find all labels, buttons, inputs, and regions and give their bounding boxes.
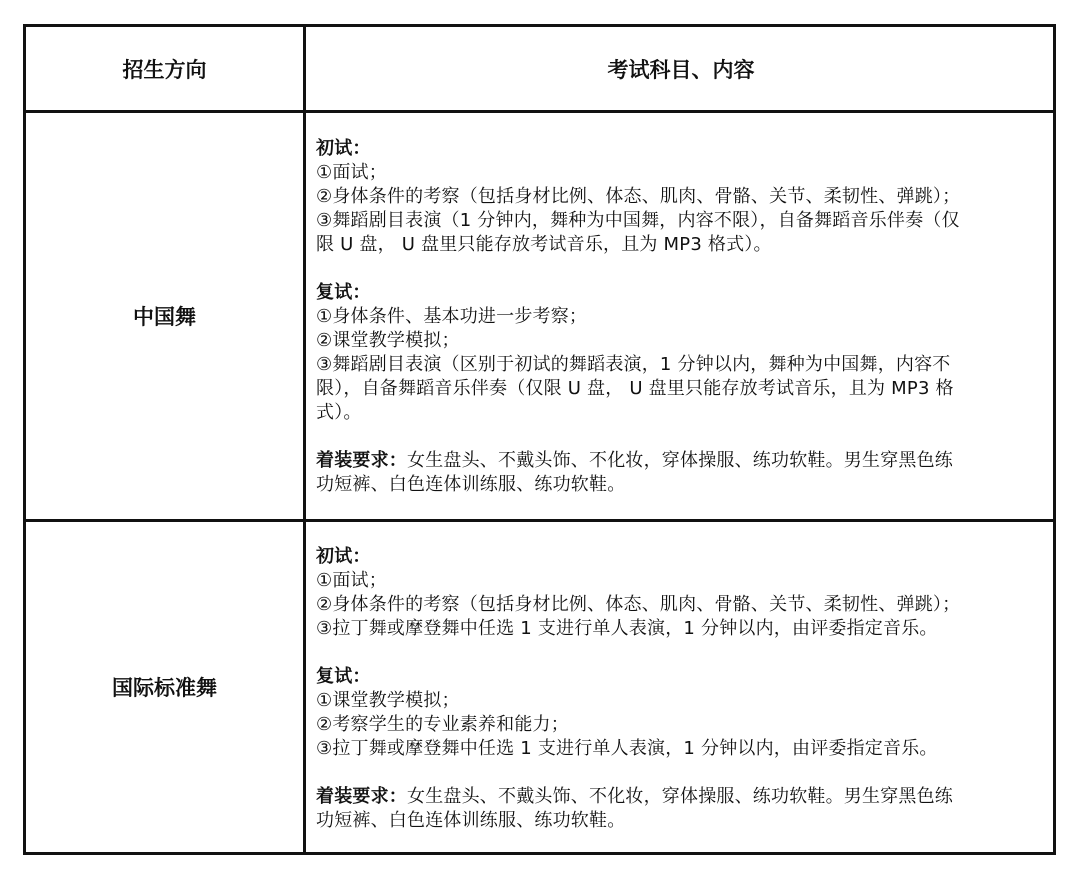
- dress-label: 着装要求：: [316, 450, 407, 471]
- header-exam-content: 考试科目、内容: [607, 57, 755, 82]
- direction-ballroom-dance: 国际标准舞: [112, 676, 217, 700]
- direction-chinese-dance: 中国舞: [133, 305, 196, 329]
- second-exam-item: 限），自备舞蹈音乐伴奏（仅限 U 盘， U 盘里只能存放考试音乐，且为 MP3 格: [316, 378, 954, 399]
- first-exam-item: 限 U 盘， U 盘里只能存放考试音乐，且为 MP3 格式）。: [316, 234, 772, 255]
- second-exam-item: ③舞蹈剧目表演（区别于初试的舞蹈表演，1 分钟以内，舞种为中国舞，内容不: [316, 354, 951, 375]
- header-direction: 招生方向: [122, 57, 207, 82]
- dress-requirement: [316, 449, 1052, 473]
- first-exam-item: ③拉丁舞或摩登舞中任选 1 支进行单人表演，1 分钟以内，由评委指定音乐。: [316, 618, 938, 639]
- dress-requirement: [316, 785, 1052, 809]
- dress-label: 着装要求：: [316, 786, 407, 807]
- second-exam-item: ③拉丁舞或摩登舞中任选 1 支进行单人表演，1 分钟以内，由评委指定音乐。: [316, 738, 938, 759]
- dress-text: 女生盘头、不戴头饰、不化妆，穿体操服、练功软鞋。男生穿黑色练: [407, 786, 953, 807]
- second-exam-item: ①课堂教学模拟；: [316, 690, 460, 711]
- first-exam-item: ①面试；: [316, 162, 387, 183]
- second-exam-item: ②课堂教学模拟；: [316, 330, 460, 351]
- dress-text: 功短裤、白色连体训练服、练功软鞋。: [316, 810, 626, 831]
- first-exam-item: ②身体条件的考察（包括身材比例、体态、肌肉、骨骼、关节、柔韧性、弹跳）；: [316, 186, 961, 207]
- exam-table: [23, 24, 1056, 855]
- dress-text: 功短裤、白色连体训练服、练功软鞋。: [316, 474, 626, 495]
- first-exam-item: ②身体条件的考察（包括身材比例、体态、肌肉、骨骼、关节、柔韧性、弹跳）；: [316, 594, 961, 615]
- second-exam-item: 式）。: [316, 402, 362, 423]
- dress-text: 女生盘头、不戴头饰、不化妆，穿体操服、练功软鞋。男生穿黑色练: [407, 450, 953, 471]
- second-exam-heading: 复试：: [316, 282, 371, 303]
- first-exam-heading: 初试：: [316, 546, 371, 567]
- second-exam-heading: 复试：: [316, 666, 371, 687]
- first-exam-heading: 初试：: [316, 138, 371, 159]
- first-exam-item: ①面试；: [316, 570, 387, 591]
- first-exam-item: ③舞蹈剧目表演（1 分钟内，舞种为中国舞，内容不限），自备舞蹈音乐伴奏（仅: [316, 210, 960, 231]
- exam-content-ballroom-dance: [306, 545, 1056, 833]
- exam-content-chinese-dance: [306, 137, 1056, 497]
- second-exam-item: ①身体条件、基本功进一步考察；: [316, 306, 588, 327]
- second-exam-item: ②考察学生的专业素养和能力；: [316, 714, 569, 735]
